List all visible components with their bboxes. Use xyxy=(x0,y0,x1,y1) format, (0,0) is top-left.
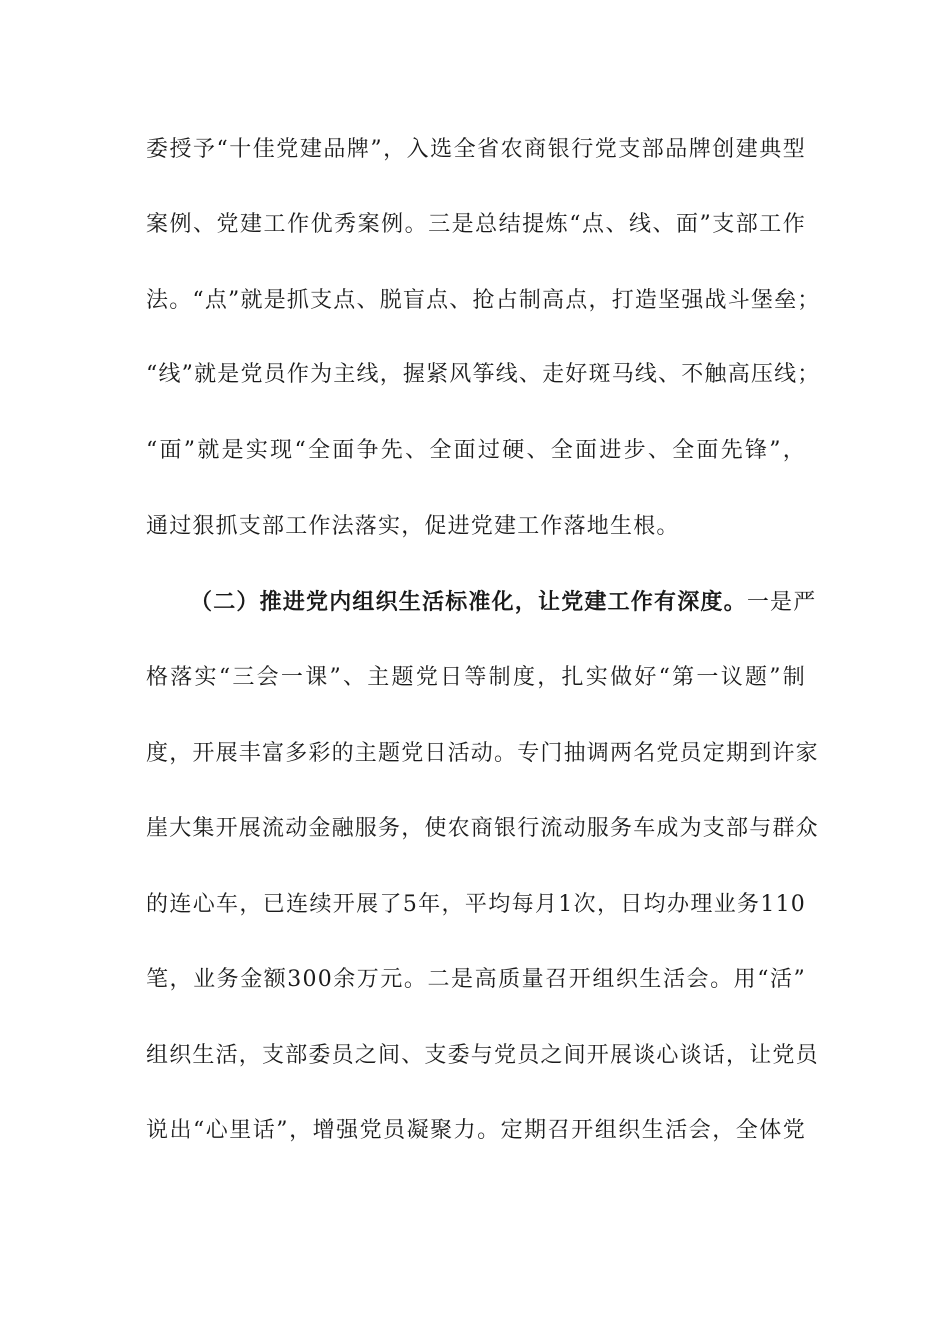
paragraph-line: 格落实“三会一课”、主题党日等制度，扎实做好“第一议题”制 xyxy=(146,665,806,690)
section-heading-line xyxy=(190,587,817,618)
paragraph-line: 的连心车，已连续开展了5年，平均每月1次，日均办理业务110 xyxy=(146,892,806,917)
paragraph-line: “面”就是实现“全面争先、全面过硬、全面进步、全面先锋”， xyxy=(146,438,806,463)
section-heading-tail: 一是严 xyxy=(746,590,817,615)
paragraph-line: 案例、党建工作优秀案例。三是总结提炼“点、线、面”支部工作 xyxy=(146,212,806,237)
paragraph-line: 委授予“十佳党建品牌”，入选全省农商银行党支部品牌创建典型 xyxy=(146,137,806,162)
paragraph-line: 度，开展丰富多彩的主题党日活动。专门抽调两名党员定期到许家 xyxy=(146,741,819,766)
section-heading: （二）推进党内组织生活标准化，让党建工作有深度。 xyxy=(190,589,747,615)
paragraph-line: 说出“心里话”，增强党员凝聚力。定期召开组织生活会，全体党 xyxy=(146,1118,806,1143)
paragraph-line: “线”就是党员作为主线，握紧风筝线、走好斑马线、不触高压线； xyxy=(146,362,821,387)
paragraph-line: 法。“点”就是抓支点、脱盲点、抢占制高点，打造坚强战斗堡垒； xyxy=(146,288,821,313)
paragraph-line: 崖大集开展流动金融服务，使农商银行流动服务车成为支部与群众 xyxy=(146,816,819,841)
paragraph-line: 通过狠抓支部工作法落实，促进党建工作落地生根。 xyxy=(146,514,680,539)
paragraph-line: 笔，业务金额300余万元。二是高质量召开组织生活会。用“活” xyxy=(146,967,806,992)
paragraph-line: 组织生活，支部委员之间、支委与党员之间开展谈心谈话，让党员 xyxy=(146,1043,819,1068)
